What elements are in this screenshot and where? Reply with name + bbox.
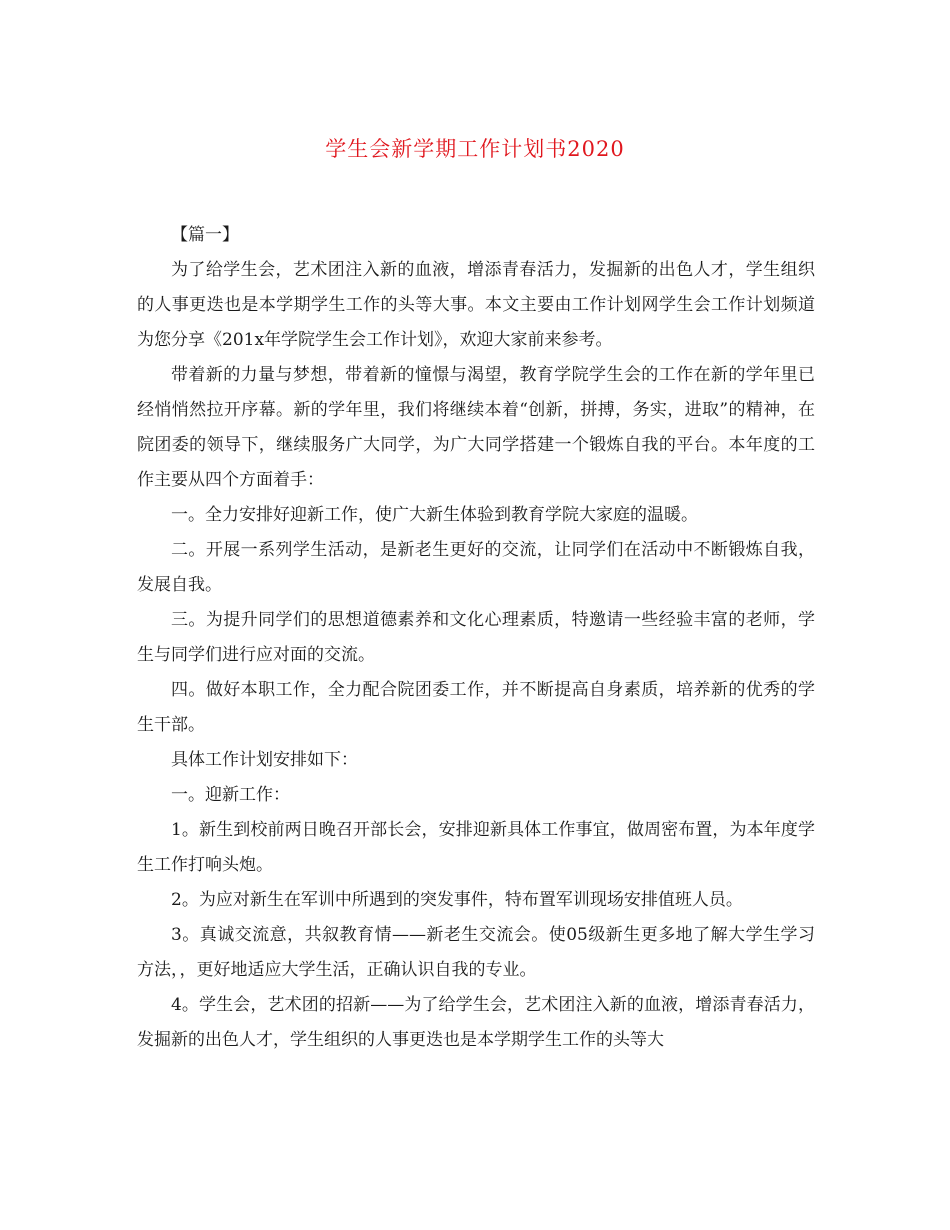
paragraph: 1。新生到校前两日晚召开部长会，安排迎新具体工作事宜，做周密布置，为本年度学生工作打响头炮。 bbox=[137, 820, 815, 875]
paragraph: 一。全力安排好迎新工作，使广大新生体验到教育学院大家庭的温暖。 bbox=[171, 505, 698, 525]
paragraph: 具体工作计划安排如下： bbox=[171, 750, 358, 770]
document-title: 学生会新学期工作计划书2020 bbox=[325, 137, 625, 161]
paragraph: 一。迎新工作： bbox=[171, 785, 290, 805]
paragraph: 带着新的力量与梦想，带着新的憧憬与渴望，教育学院学生会的工作在新的学年里已经悄悄然拉开序幕。新的学年里，我们将继续本着“创新，拼搏，务实，进取”的精神，在院团委的领导下，继续服务广大同学，为广大同学搭建一个锻炼自我的平台。本年度的工作主要从四个方面着手： bbox=[137, 365, 815, 490]
document-body bbox=[137, 218, 815, 1058]
paragraph: 四。做好本职工作，全力配合院团委工作，并不断提高自身素质，培养新的优秀的学生干部。 bbox=[137, 680, 815, 735]
paragraph: 3。真诚交流意，共叙教育情——新老生交流会。使05级新生更多地了解大学生学习方法，，更好地适应大学生活，正确认识自我的专业。 bbox=[137, 925, 815, 980]
section-label: 【篇一】 bbox=[171, 225, 239, 245]
paragraph: 2。为应对新生在军训中所遇到的突发事件，特布置军训现场安排值班人员。 bbox=[171, 890, 743, 910]
paragraph: 三。为提升同学们的思想道德素养和文化心理素质，特邀请一些经验丰富的老师，学生与同学们进行应对面的交流。 bbox=[137, 610, 815, 665]
paragraph: 二。开展一系列学生活动，是新老生更好的交流，让同学们在活动中不断锻炼自我，发展自我。 bbox=[137, 540, 815, 595]
paragraph: 4。学生会，艺术团的招新——为了给学生会，艺术团注入新的血液，增添青春活力，发掘新的出色人才，学生组织的人事更迭也是本学期学生工作的头等大 bbox=[137, 995, 815, 1050]
paragraph: 为了给学生会，艺术团注入新的血液，增添青春活力，发掘新的出色人才，学生组织的人事更迭也是本学期学生工作的头等大事。本文主要由工作计划网学生会工作计划频道为您分享《201x年学院学生会工作计划》，欢迎大家前来参考。 bbox=[137, 260, 815, 350]
